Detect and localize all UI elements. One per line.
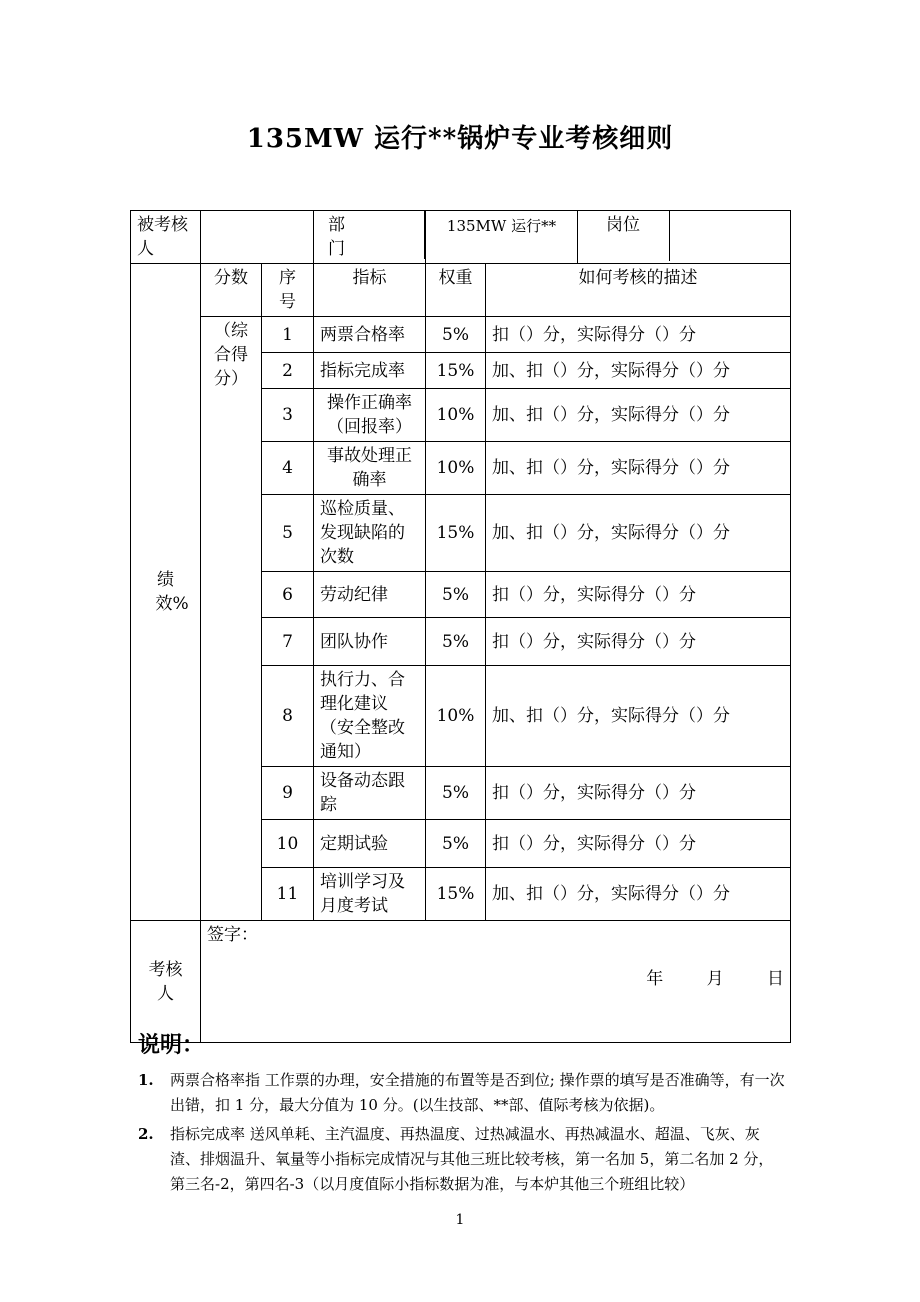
- section-label: 绩效%: [155, 570, 189, 614]
- row-desc: 加、扣（）分，实际得分（）分: [486, 353, 791, 389]
- row-no: 9: [262, 767, 314, 820]
- column-header-row: [131, 264, 791, 317]
- row-indicator: 定期试验: [314, 820, 426, 868]
- col-indicator: 指标: [314, 264, 426, 317]
- row-desc: 扣（）分，实际得分（）分: [486, 820, 791, 868]
- row-indicator: 巡检质量、发现缺陷的次数: [314, 495, 426, 572]
- row-indicator: 执行力、合理化建议（安全整改通知）: [314, 666, 426, 767]
- section-label-cell: [131, 264, 201, 921]
- col-weight: 权重: [426, 264, 486, 317]
- row-no: 4: [262, 442, 314, 495]
- date-day: 日: [767, 969, 784, 989]
- row-weight: 15%: [426, 353, 486, 389]
- row-weight: 10%: [426, 389, 486, 442]
- examinee-value: [201, 211, 314, 264]
- notes-heading: 说明：: [138, 1032, 205, 1058]
- row-desc: 加、扣（）分，实际得分（）分: [486, 389, 791, 442]
- row-desc: 加、扣（）分，实际得分（）分: [486, 442, 791, 495]
- row-indicator: 团队协作: [314, 618, 426, 666]
- post-cell: [578, 211, 791, 264]
- row-desc: 扣（）分，实际得分（）分: [486, 572, 791, 618]
- signature-cell[interactable]: [201, 921, 791, 1043]
- table-row: [131, 317, 791, 353]
- notes-list: [138, 1068, 788, 1201]
- page-number: 1: [455, 1212, 465, 1228]
- row-indicator: 劳动纪律: [314, 572, 426, 618]
- note-text: 两票合格率指 工作票的办理，安全措施的布置等是否到位; 操作票的填写是否准确等，有一次出错，扣 1 分，最大分值为 10 分。(以生技部、**部、值际考核为依据)。: [170, 1071, 785, 1114]
- row-indicator: 设备动态跟踪: [314, 767, 426, 820]
- post-value: [670, 211, 790, 261]
- row-weight: 10%: [426, 666, 486, 767]
- row-no: 1: [262, 317, 314, 353]
- row-no: 10: [262, 820, 314, 868]
- row-indicator: 指标完成率: [314, 353, 426, 389]
- row-no: 3: [262, 389, 314, 442]
- row-weight: 5%: [426, 618, 486, 666]
- row-desc: 加、扣（）分，实际得分（）分: [486, 495, 791, 572]
- dept-label-cell: [314, 211, 426, 264]
- col-score: 分数: [201, 264, 262, 317]
- assessor-label-cell: [131, 921, 201, 1043]
- row-weight: 5%: [426, 767, 486, 820]
- row-indicator: 培训学习及月度考试: [314, 868, 426, 921]
- row-weight: 10%: [426, 442, 486, 495]
- row-desc: 扣（）分，实际得分（）分: [486, 317, 791, 353]
- row-desc: 扣（）分，实际得分（）分: [486, 767, 791, 820]
- dept-value: 135MW 运行**: [426, 211, 578, 264]
- post-label: 岗位: [578, 211, 670, 261]
- col-no: 序号: [279, 268, 296, 312]
- assessor-row: [131, 921, 791, 1043]
- note-item: [138, 1122, 788, 1197]
- assessment-table: [130, 210, 791, 1043]
- row-weight: 15%: [426, 868, 486, 921]
- examinee-label: 被考核人: [131, 211, 201, 264]
- score-text: （综合得分）: [214, 321, 248, 389]
- row-weight: 5%: [426, 317, 486, 353]
- assessor-label: 考核人: [148, 959, 183, 1004]
- row-no: 8: [262, 666, 314, 767]
- row-indicator: 事故处理正确率: [314, 442, 426, 495]
- row-indicator: 操作正确率（回报率）: [314, 389, 426, 442]
- col-desc: 如何考核的描述: [486, 264, 791, 317]
- page-title: 135MW 运行**锅炉专业考核细则: [246, 124, 674, 154]
- dept-label: 部门: [328, 215, 345, 259]
- row-no: 11: [262, 868, 314, 921]
- row-weight: 5%: [426, 572, 486, 618]
- row-weight: 5%: [426, 820, 486, 868]
- score-cell: [201, 317, 262, 921]
- note-number: 2.: [138, 1125, 154, 1143]
- note-number: 1.: [138, 1071, 154, 1089]
- note-text: 指标完成率 送风单耗、主汽温度、再热温度、过热减温水、再热减温水、超温、飞灰、灰渣、排烟温升、氧量等小指标完成情况与其他三班比较考核，第一名加 5，第二名加 2 分，第三名-2，第四名-3（以月度值际小指标数据为准，与本炉其他三个班组比较）: [170, 1125, 774, 1193]
- row-no: 5: [262, 495, 314, 572]
- row-no: 6: [262, 572, 314, 618]
- date-year: 年: [646, 969, 664, 989]
- sign-label: 签字：: [207, 925, 258, 945]
- row-desc: 加、扣（）分，实际得分（）分: [486, 666, 791, 767]
- row-desc: 加、扣（）分，实际得分（）分: [486, 868, 791, 921]
- row-no: 2: [262, 353, 314, 389]
- row-desc: 扣（）分，实际得分（）分: [486, 618, 791, 666]
- note-item: [138, 1068, 788, 1118]
- col-no-cell: [262, 264, 314, 317]
- row-indicator: 两票合格率: [314, 317, 426, 353]
- sign-date: [207, 967, 784, 991]
- row-weight: 15%: [426, 495, 486, 572]
- row-no: 7: [262, 618, 314, 666]
- date-month: 月: [706, 969, 724, 989]
- header-row: [131, 211, 791, 264]
